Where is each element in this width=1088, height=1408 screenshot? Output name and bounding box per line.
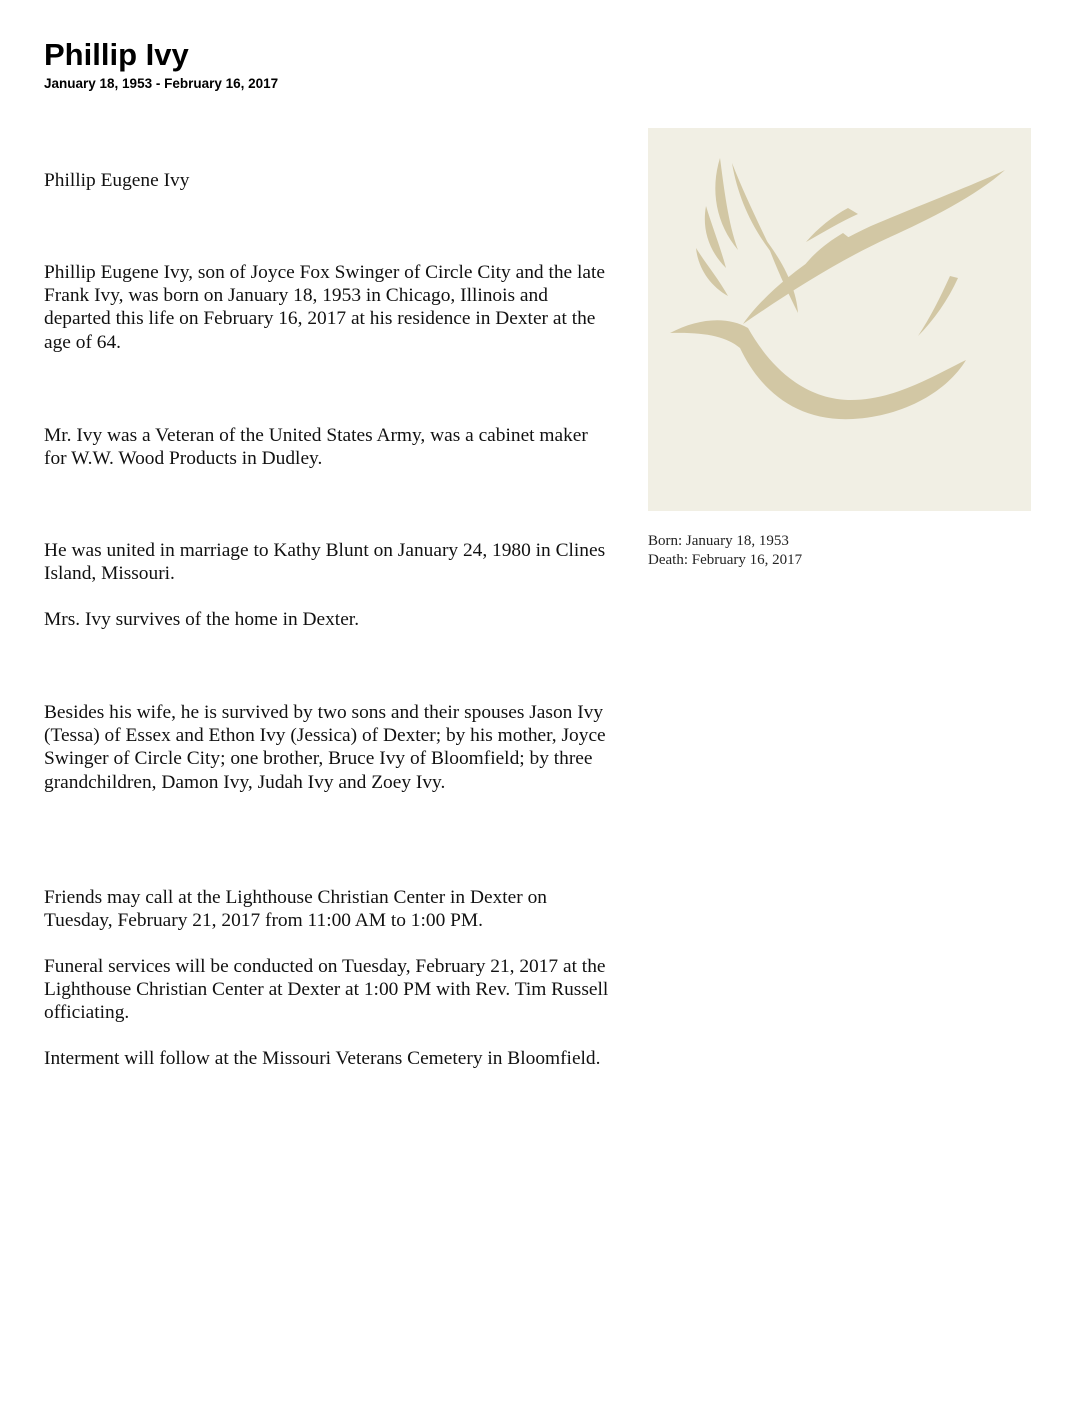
interment-paragraph: Interment will follow at the Missouri Veterans Cemetery in Bloomfield. <box>44 1048 601 1069</box>
life-dates: January 18, 1953 - February 16, 2017 <box>44 76 279 91</box>
full-name-paragraph: Phillip Eugene Ivy <box>44 170 190 191</box>
death-date: Death: February 16, 2017 <box>648 552 803 568</box>
born-date: Born: January 18, 1953 <box>648 533 789 549</box>
marriage-paragraph: He was united in marriage to Kathy Blunt on January 24, 1980 in Clines Island, Missouri. <box>44 540 606 585</box>
career-paragraph: Mr. Ivy was a Veteran of the United States Army, was a cabinet maker for W.W. Wood Products in Dudley. <box>44 425 588 470</box>
obituary-header <box>44 36 278 91</box>
survivors-paragraph: Besides his wife, he is survived by two sons and their spouses Jason Ivy (Tessa) of Essex and Ethon Ivy (Jessica) of Dexter; by his mother, Joyce Swinger of Circle City; one brother, Bruce Ivy of Bloomfield; by three grandchildren, Damon Ivy, Judah Ivy and Zoey Ivy. <box>44 702 606 793</box>
page-title: Phillip Ivy <box>44 37 189 72</box>
spouse-paragraph: Mrs. Ivy survives of the home in Dexter. <box>44 609 360 630</box>
funeral-paragraph: Funeral services will be conducted on Tuesday, February 21, 2017 at the Lighthouse Christian Center at Dexter at 1:00 PM with Rev. Tim Russell officiating. <box>44 956 609 1024</box>
biography-paragraph: Phillip Eugene Ivy, son of Joyce Fox Swinger of Circle City and the late Frank Ivy, was born on January 18, 1953 in Chicago, Illinois and departed this life on February 16, 2017 at his residence in Dexter at the age of 64. <box>44 262 605 353</box>
visitation-paragraph: Friends may call at the Lighthouse Christian Center in Dexter on Tuesday, February 21, 2017 from 11:00 AM to 1:00 PM. <box>44 887 547 932</box>
dove-icon <box>648 128 1031 511</box>
life-dates-sidebar <box>648 532 802 570</box>
obituary-image <box>648 128 1031 511</box>
